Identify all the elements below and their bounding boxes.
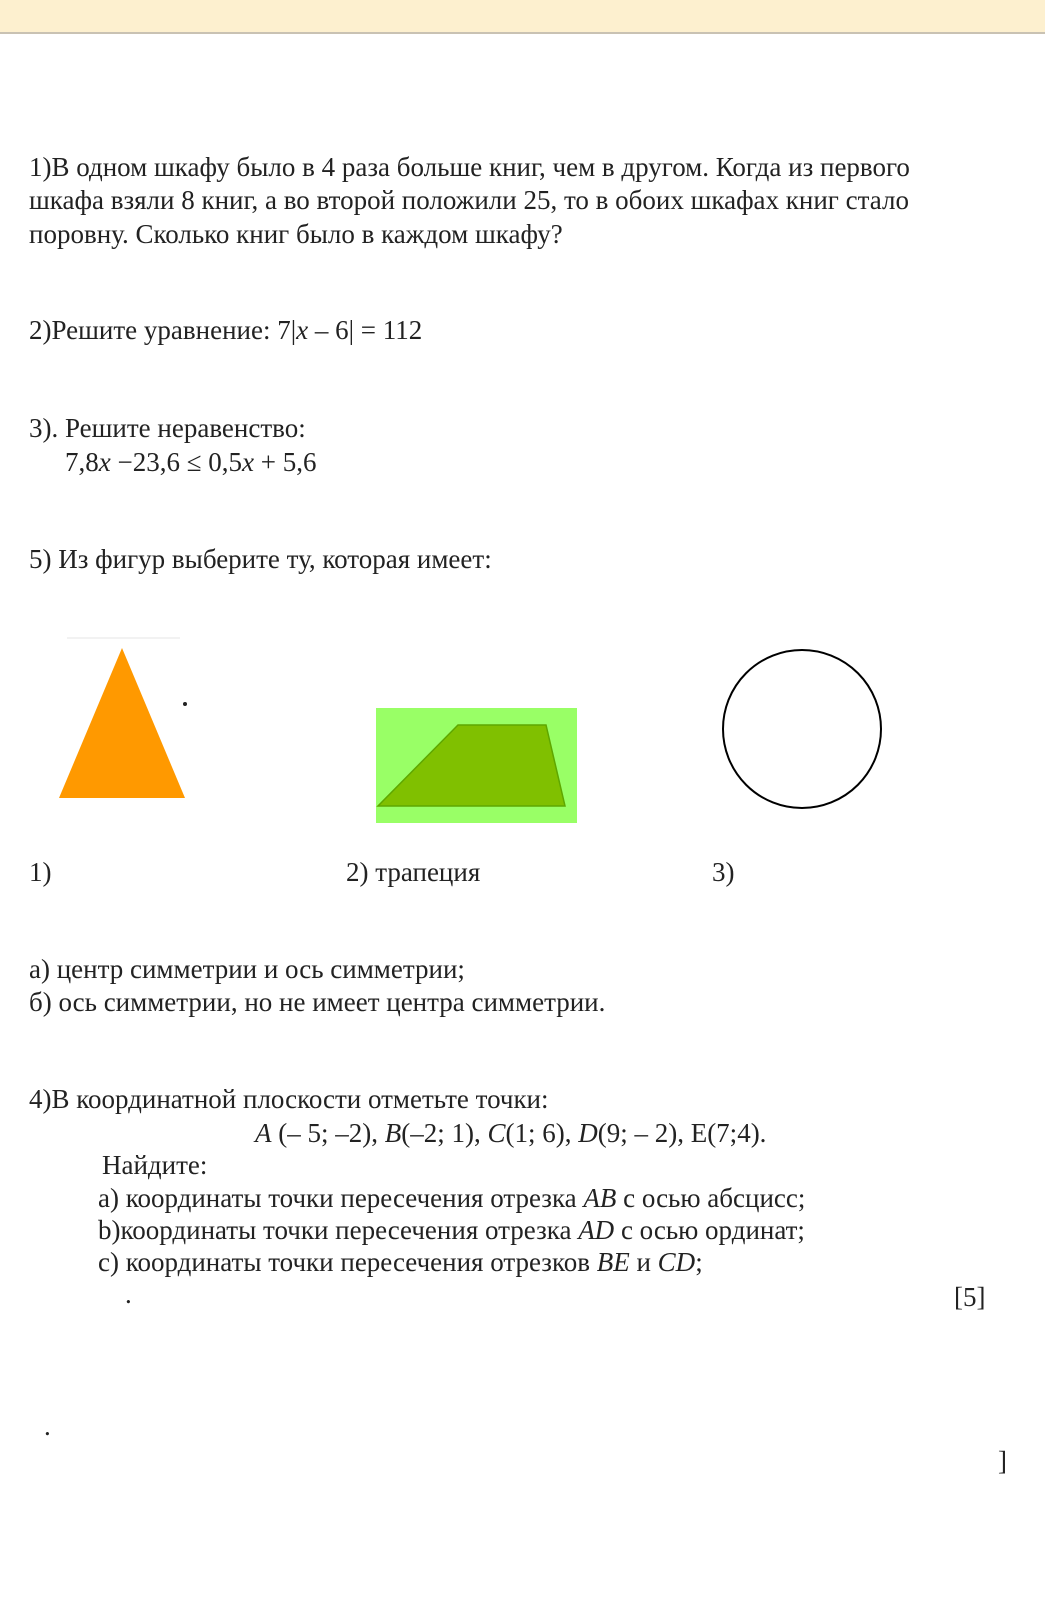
circle-shape bbox=[723, 650, 881, 808]
point-e-coords: E(7;4). bbox=[690, 1118, 767, 1148]
point-d-name: D bbox=[578, 1118, 598, 1148]
figure-label-3: 3) bbox=[712, 857, 735, 887]
task3-part1: 7,8 bbox=[65, 447, 99, 477]
stray-bracket: ] bbox=[998, 1446, 1007, 1476]
task1-line2: шкафа взяли 8 книг, а во второй положили 25, то в обоих шкафах книг стало bbox=[29, 185, 909, 215]
task4-points bbox=[255, 1117, 766, 1150]
triangle-figure bbox=[55, 636, 190, 806]
task4-title: 4)В координатной плоскости отметьте точки: bbox=[29, 1084, 549, 1114]
task5-title: 5) Из фигур выберите ту, которая имеет: bbox=[29, 544, 492, 574]
triangle-shape bbox=[59, 648, 185, 798]
task4-find: Найдите: bbox=[102, 1150, 208, 1180]
trapezoid-figure bbox=[376, 708, 577, 823]
stray-dot-2: . bbox=[44, 1411, 51, 1441]
item-b-suffix: с осью ординат; bbox=[614, 1215, 805, 1245]
point-b-name: B bbox=[384, 1118, 402, 1148]
task5-option-b: б) ось симметрии, но не имеет центра симметрии. bbox=[29, 987, 606, 1017]
figure-label-1: 1) bbox=[29, 857, 52, 887]
point-b-coords: (–2; 1), bbox=[401, 1118, 488, 1148]
point-a-coords: (– 5; –2), bbox=[271, 1118, 385, 1148]
circle-figure bbox=[719, 646, 885, 812]
item-a-segment: AB bbox=[583, 1183, 617, 1213]
top-bar bbox=[0, 0, 1045, 34]
task3-part2: −23,6 ≤ 0,5 bbox=[110, 447, 243, 477]
item-b-prefix: b) bbox=[98, 1215, 121, 1245]
point-c-coords: (1; 6), bbox=[505, 1118, 579, 1148]
stray-dot-1: . bbox=[125, 1279, 132, 1309]
task2-equation bbox=[29, 314, 422, 347]
point-c-name: C bbox=[487, 1118, 506, 1148]
task4-marks: [5] bbox=[954, 1282, 986, 1312]
task1-line3: поровну. Сколько книг было в каждом шкафу? bbox=[29, 219, 563, 249]
task1-line1: 1)В одном шкафу было в 4 раза больше книг, чем в другом. Когда из первого bbox=[29, 152, 910, 182]
task2-variable: x bbox=[296, 315, 309, 345]
item-a-suffix: с осью абсцисс; bbox=[616, 1183, 806, 1213]
task4-item-c bbox=[98, 1246, 703, 1279]
point-a-name: A bbox=[255, 1118, 272, 1148]
task4-item-b bbox=[98, 1214, 805, 1247]
item-b-segment: AD bbox=[578, 1215, 615, 1245]
task2-suffix: – 6| = 112 bbox=[308, 315, 423, 345]
task5-option-a: а) центр симметрии и ось симметрии; bbox=[29, 954, 465, 984]
item-c-mid: и bbox=[629, 1247, 658, 1277]
item-a-prefix: а) координаты точки пересечения отрезка bbox=[98, 1183, 584, 1213]
task3-var1: x bbox=[98, 447, 111, 477]
item-c-segment2: CD bbox=[657, 1247, 696, 1277]
item-c-prefix: с) координаты точки пересечения отрезков bbox=[98, 1247, 597, 1277]
item-c-suffix: ; bbox=[695, 1247, 703, 1277]
item-b-text: координаты точки пересечения отрезка bbox=[120, 1215, 579, 1245]
point-d-coords: (9; – 2), bbox=[597, 1118, 691, 1148]
task3-var2: x bbox=[242, 447, 255, 477]
task4-item-a bbox=[98, 1182, 805, 1215]
figure-label-2: 2) трапеция bbox=[346, 857, 481, 887]
item-c-segment1: BE bbox=[596, 1247, 630, 1277]
task2-prefix: 2)Решите уравнение: 7| bbox=[29, 315, 297, 345]
task3-part3: + 5,6 bbox=[254, 447, 317, 477]
task3-title: 3). Решите неравенство: bbox=[29, 413, 306, 443]
task3-inequality bbox=[65, 446, 317, 479]
